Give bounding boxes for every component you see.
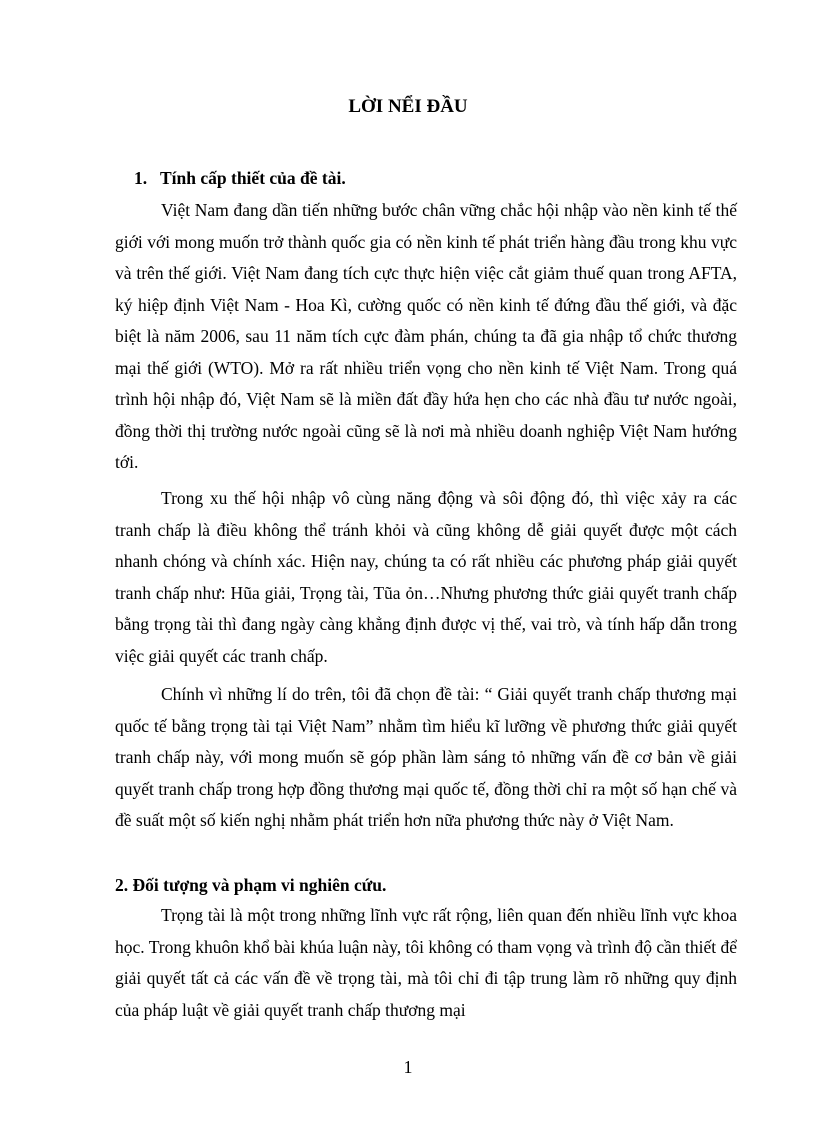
page-title: LỜI NỂI ĐẦU: [348, 96, 468, 117]
paragraph-2: Trong xu thế hội nhập vô cùng năng động và sôi động đó, thì việc xảy ra các tranh chấp là điều không thể tránh khỏi và cũng không dễ giải quyết được một cách nhanh chóng và chính xác. Hiện nay, chúng ta có rất nhiều các phương pháp giải quyết tranh chấp như: Hũa giải, Trọng tài, Tũa ỏn…Nhưng phương thức giải quyết tranh chấp bằng trọng tài thì đang ngày càng khẳng định được vị thế, vai trò, và tính hấp dẫn trong việc giải quyết các tranh chấp.: [115, 488, 737, 666]
section-1-heading: [134, 165, 346, 191]
section-1-heading-text: Tính cấp thiết của đề tài.: [160, 168, 346, 188]
section-1-number: 1.: [134, 168, 148, 188]
section-2-heading: 2. Đối tượng và phạm vi nghiên cứu.: [115, 875, 387, 895]
paragraph-4: Trọng tài là một trong những lĩnh vực rất rộng, liên quan đến nhiều lĩnh vực khoa học. Trong khuôn khổ bài khúa luận này, tôi không có tham vọng và trình độ cần thiết để giải quyết tất cả các vấn đề về trọng tài, mà tôi chỉ đi tập trung làm rõ những quy định của pháp luật về giải quyết tranh chấp thương mại: [115, 905, 737, 1020]
paragraph-1: Việt Nam đang dần tiến những bước chân vững chắc hội nhập vào nền kinh tế thế giới với mong muốn trở thành quốc gia có nền kinh tế phát triển hàng đầu trong khu vực và trên thế giới. Việt Nam đang tích cực thực hiện việc cắt giảm thuế quan trong AFTA, ký hiệp định Việt Nam - Hoa Kì, cường quốc có nền kinh tế đứng đầu thế giới, và đặc biệt là năm 2006, sau 11 năm tích cực đàm phán, chúng ta đã gia nhập tổ chức thương mại thế giới (WTO). Mở ra rất nhiều triển vọng cho nền kinh tế Việt Nam. Trong quá trình hội nhập đó, Việt Nam sẽ là miền đất đầy hứa hẹn cho các nhà đầu tư nước ngoài, đồng thời thị trường nước ngoài cũng sẽ là nơi mà nhiều doanh nghiệp Việt Nam hướng tới.: [115, 200, 737, 472]
paragraph-3: Chính vì những lí do trên, tôi đã chọn đề tài: “ Giải quyết tranh chấp thương mại quốc tế bằng trọng tài tại Việt Nam” nhằm tìm hiểu kĩ lưỡng về phương thức giải quyết tranh chấp này, với mong muốn sẽ góp phần làm sáng tỏ những vấn đề cơ bản về giải quyết tranh chấp trong hợp đồng thương mại quốc tế, đồng thời chỉ ra một số hạn chế và đề suất một số kiến nghị nhằm phát triển hơn nữa phương thức này ở Việt Nam.: [115, 684, 737, 830]
page-number: 1: [403, 1057, 413, 1077]
